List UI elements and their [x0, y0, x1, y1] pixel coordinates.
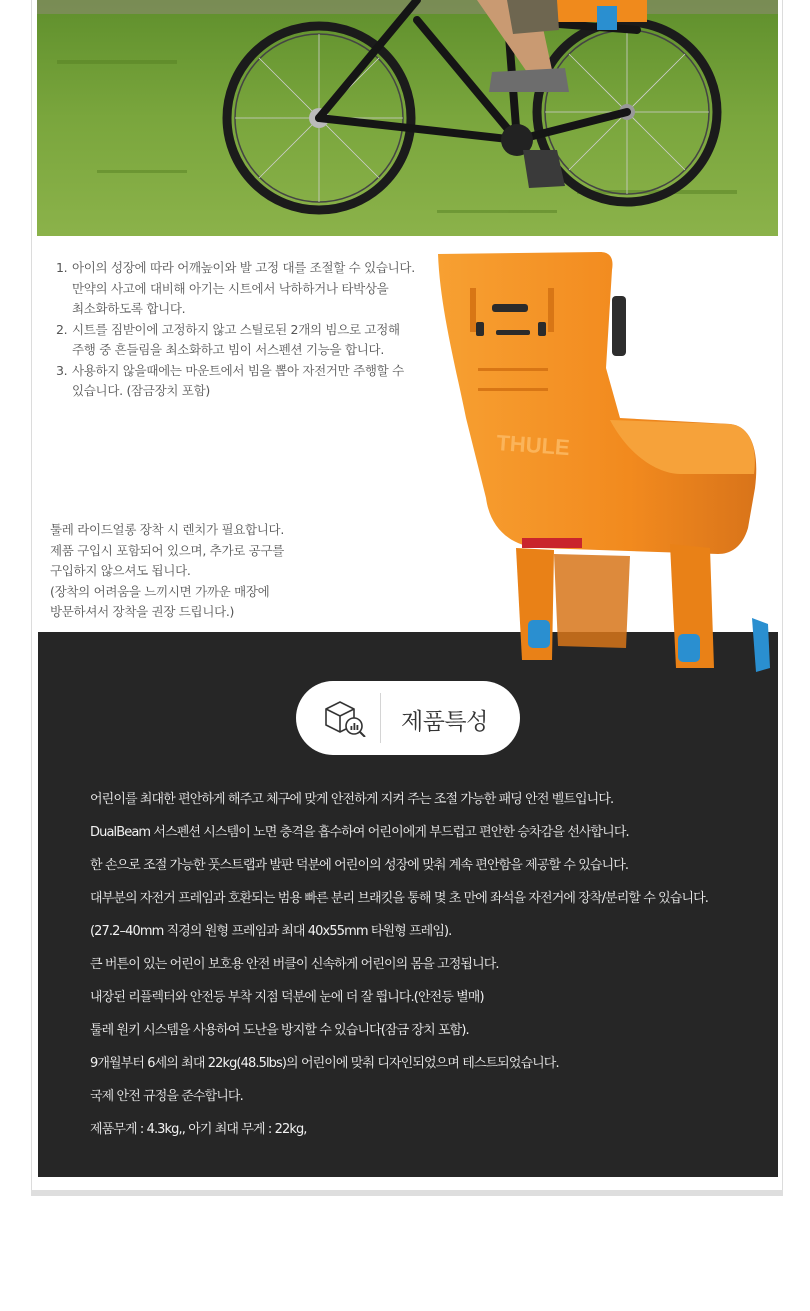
seat-brand-logo: THULE: [495, 430, 571, 461]
spec-list: [90, 788, 760, 1151]
install-line: 방문하셔서 장착을 권장 드립니다.): [50, 604, 235, 619]
installation-note: [50, 520, 320, 623]
box-chart-icon: [322, 699, 368, 737]
spec-item: 툴레 원키 시스템을 사용하여 도난을 방지할 수 있습니다(잠금 장치 포함).: [90, 1023, 469, 1038]
bottom-divider: [31, 1190, 783, 1196]
spec-item: 국제 안전 규정을 준수합니다.: [90, 1089, 243, 1104]
pill-divider: [380, 693, 381, 743]
feature-item-1: 1. 아이의 성장에 따라 어깨높이와 발 고정 대를 조절할 수 있습니다. 만약의 사고에 대비해 아기는 시트에서 낙하하거나 타박상을 최소화하도록 합니다.: [56, 260, 415, 316]
spec-item: DualBeam 서스펜션 시스템이 노면 충격을 흡수하여 어린이에게 부드럽고 편안한 승차감을 선사합니다.: [90, 825, 629, 840]
feature-list: [56, 258, 436, 402]
spec-item: 대부분의 자전거 프레임과 호환되는 범용 빠른 분리 브래킷을 통해 몇 초 만에 좌석을 자전거에 장착/분리할 수 있습니다.: [90, 891, 709, 906]
spec-item: 9개월부터 6세의 최대 22kg(48.5lbs)의 어린이에 맞춰 디자인되었으며 테스트되었습니다.: [90, 1056, 559, 1071]
feature-item-3: 3. 사용하지 않을때에는 마운트에서 빔을 뽑아 자전거만 주행할 수 있습니다. (잠금장치 포함): [56, 362, 404, 398]
spec-item: 한 손으로 조절 가능한 풋스트랩과 발판 덕분에 어린이의 성장에 맞춰 계속 편안함을 제공할 수 있습니다.: [90, 858, 629, 873]
section-header-pill: [296, 681, 520, 755]
child-seat-image: [430, 248, 775, 680]
spec-item: 내장된 리플렉터와 안전등 부착 지점 덕분에 눈에 더 잘 띕니다.(안전등 별매): [90, 990, 484, 1005]
bicycle-photo: [37, 0, 778, 236]
section-title: 제품특성: [401, 709, 488, 735]
spec-item: 어린이를 최대한 편안하게 해주고 체구에 맞게 안전하게 지켜 주는 조절 가능한 패딩 안전 벨트입니다.: [90, 792, 614, 807]
install-line: 툴레 라이드얼롱 장착 시 렌치가 필요합니다.: [50, 522, 284, 537]
install-line: (장착의 어려움을 느끼시면 가까운 매장에: [50, 583, 270, 599]
feature-item-2: 2. 시트를 짐받이에 고정하지 않고 스틸로된 2개의 빔으로 고정해 주행 중 흔들림을 최소화하고 빔이 서스펜션 기능을 합니다.: [56, 321, 400, 357]
install-line: 제품 구입시 포함되어 있으며, 추가로 공구를: [50, 542, 284, 558]
spec-item: 제품무게 : 4.3kg,, 아기 최대 무게 : 22kg,: [90, 1122, 307, 1137]
spec-item: 큰 버튼이 있는 어린이 보호용 안전 버클이 신속하게 어린이의 몸을 고정됩니다.: [90, 957, 499, 972]
install-line: 구입하지 않으셔도 됩니다.: [50, 563, 191, 578]
spec-item: (27.2–40mm 직경의 원형 프레임과 최대 40x55mm 타원형 프레임).: [90, 924, 452, 939]
